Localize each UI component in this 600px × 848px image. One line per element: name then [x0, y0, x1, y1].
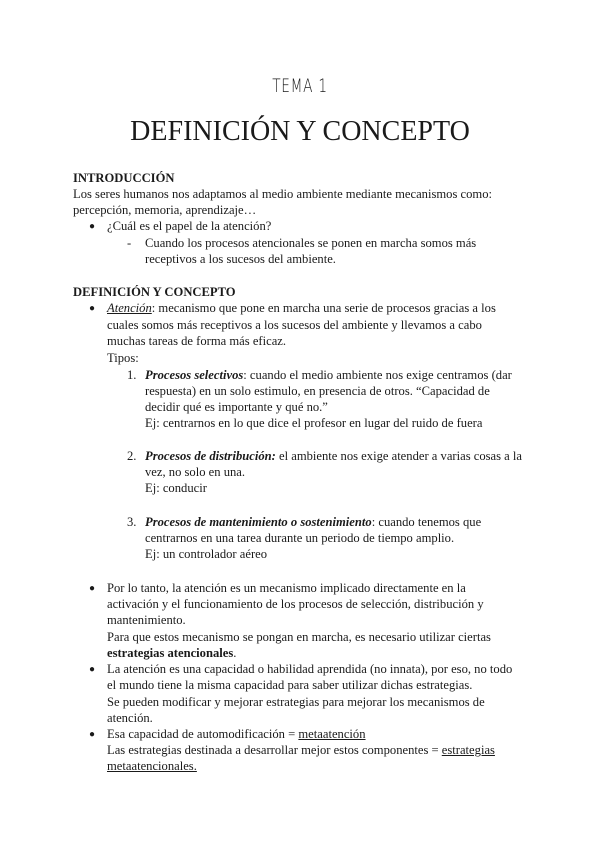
underlined-term: metaatencionales. [107, 759, 197, 773]
definition-heading: DEFINICIÓN Y CONCEPTO [73, 285, 236, 299]
intro-text-line: Los seres humanos nos adaptamos al medio ambiente mediante mecanismos como: [73, 187, 492, 201]
item-term: Procesos selectivos [145, 368, 244, 382]
paragraph-line: mantenimiento. [107, 613, 186, 627]
list-item-line: vez, no solo en una. [145, 465, 246, 479]
page-title: DEFINICIÓN Y CONCEPTO [130, 116, 470, 147]
intro-heading: INTRODUCCIÓN [73, 171, 175, 185]
paragraph-line: Por lo tanto, la atención es un mecanismo implicado directamente en la [107, 581, 466, 595]
bold-term: estrategias atencionales [107, 646, 234, 660]
list-item-line [145, 367, 512, 384]
item-text: : cuando el medio ambiente nos exige centramos (dar [243, 368, 512, 382]
bullet-icon: ● [89, 664, 96, 675]
list-number: 2. [127, 449, 137, 463]
item-term: Procesos de distribución: [145, 449, 276, 463]
intro-text-line: percepción, memoria, aprendizaje… [73, 203, 257, 217]
topic-number: TEMA 1 [272, 75, 328, 97]
paragraph-line: el mundo tiene la misma capacidad para saber utilizar dichas estrategias. [107, 678, 473, 692]
intro-sub-line: Cuando los procesos atencionales se ponen en marcha somos más [145, 236, 477, 250]
item-term: Procesos de mantenimiento o sostenimiento [145, 515, 372, 529]
bullet-icon: ● [89, 303, 96, 314]
bullet-icon: ● [89, 729, 96, 740]
dash-icon: - [127, 236, 132, 250]
attention-definition-line [107, 300, 496, 317]
attention-definition-line: cuales somos más receptivos a los sucesos del ambiente y llevamos a cabo [107, 318, 482, 332]
attention-term: Atención [107, 301, 152, 315]
paragraph-text: Las estrategias destinada a desarrollar mejor estos componentes = [107, 743, 442, 757]
intro-sub-line: receptivos a los sucesos del ambiente. [145, 252, 336, 266]
list-item-example: Ej: un controlador aéreo [145, 547, 268, 561]
list-item-example: Ej: conducir [145, 481, 207, 495]
paragraph-text: . [233, 646, 237, 660]
underlined-term: metaatención [298, 727, 366, 741]
paragraph-line [107, 742, 495, 759]
paragraph-line: Para que estos mecanismo se pongan en marcha, es necesario utilizar ciertas [107, 630, 491, 644]
list-item-line [145, 514, 481, 531]
bullet-icon: ● [89, 583, 96, 594]
item-text: el ambiente nos exige atender a varias cosas a la [275, 449, 523, 463]
list-item-example: Ej: centrarnos en lo que dice el profesor en lugar del ruido de fuera [145, 416, 483, 430]
item-text: : cuando tenemos que [371, 515, 482, 529]
list-item-line: respuesta) en un solo estimulo, en presencia de otros. “Capacidad de [145, 384, 490, 398]
list-number: 3. [127, 515, 137, 529]
paragraph-line: Se pueden modificar y mejorar estrategias para mejorar los mecanismos de [107, 695, 485, 709]
attention-def-text: : mecanismo que pone en marcha una serie de procesos gracias a los [151, 301, 496, 315]
paragraph-line [107, 645, 236, 662]
attention-definition-line: muchas tareas de forma más eficaz. [107, 334, 287, 348]
paragraph-line: La atención es una capacidad o habilidad aprendida (no innata), por eso, no todo [107, 662, 513, 676]
paragraph-line: atención. [107, 711, 153, 725]
list-item-line [145, 448, 522, 465]
list-item-line: decidir qué es importante y qué no.” [145, 400, 328, 414]
paragraph-line: activación y el funcionamiento de los procesos de selección, distribución y [107, 597, 484, 611]
paragraph-text: Esa capacidad de automodificación = [107, 727, 299, 741]
list-number: 1. [127, 368, 137, 382]
intro-question: ¿Cuál es el papel de la atención? [107, 219, 272, 233]
underlined-term: estrategias [441, 743, 495, 757]
list-item-line: centrarnos en una tarea durante un periodo de tiempo amplio. [145, 531, 455, 545]
bullet-icon: ● [89, 221, 96, 232]
types-label: Tipos: [107, 351, 139, 365]
paragraph-line [107, 726, 366, 743]
